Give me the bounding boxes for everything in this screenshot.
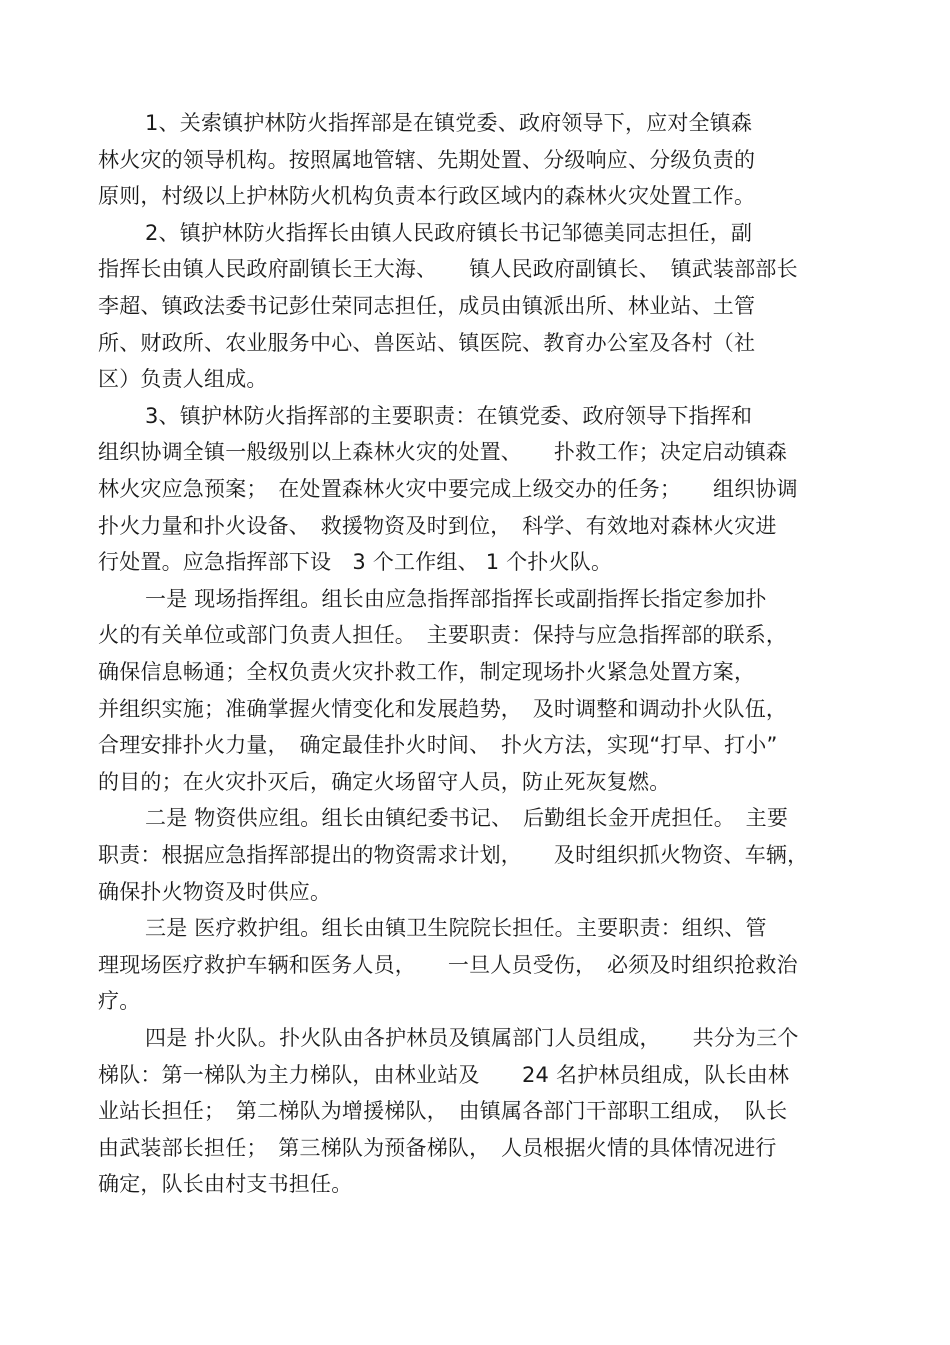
text-line: 李超、镇政法委书记彭仕荣同志担任，成员由镇派出所、林业站、土管 bbox=[98, 294, 756, 318]
text-line: 梯队：第一梯队为主力梯队，由林业站及 24 名护林员组成，队长由林 bbox=[98, 1063, 790, 1087]
text-line: 区）负责人组成。 bbox=[98, 367, 268, 391]
text-line: 行处置。应急指挥部下设 3 个工作组、 1 个扑火队。 bbox=[98, 550, 613, 574]
text-line: 二是 物资供应组。组长由镇纪委书记、 后勤组长金开虎担任。 主要 bbox=[145, 806, 789, 830]
text-line: 理现场医疗救护车辆和医务人员， 一旦人员受伤， 必须及时组织抢救治 bbox=[98, 953, 798, 977]
text-line: 疗。 bbox=[98, 989, 141, 1013]
text-line: 火的有关单位或部门负责人担任。 主要职责：保持与应急指挥部的联系， bbox=[98, 623, 788, 647]
text-line: 确定，队长由村支书担任。 bbox=[98, 1172, 353, 1196]
text-line: 2、镇护林防火指挥长由镇人民政府镇长书记邹德美同志担任，副 bbox=[145, 221, 753, 245]
text-line: 确保扑火物资及时供应。 bbox=[98, 880, 332, 904]
text-line: 指挥长由镇人民政府副镇长王大海、 镇人民政府副镇长、 镇武装部部长 bbox=[98, 257, 798, 281]
text-line: 1、关索镇护林防火指挥部是在镇党委、政府领导下，应对全镇森 bbox=[145, 111, 753, 135]
text-line: 林火灾的领导机构。按照属地管辖、先期处置、分级响应、分级负责的 bbox=[98, 148, 756, 172]
text-line: 组织协调全镇一般级别以上森林火灾的处置、 扑救工作；决定启动镇森 bbox=[98, 440, 788, 464]
text-line: 扑火力量和扑火设备、 救援物资及时到位， 科学、有效地对森林火灾进 bbox=[98, 514, 777, 538]
text-line: 业站长担任； 第二梯队为增援梯队， 由镇属各部门干部职工组成， 队长 bbox=[98, 1099, 788, 1123]
text-line: 职责：根据应急指挥部提出的物资需求计划， 及时组织抓火物资、车辆， bbox=[98, 843, 809, 867]
text-line: 所、财政所、农业服务中心、兽医站、镇医院、教育办公室及各村（社 bbox=[98, 331, 756, 355]
text-line: 原则，村级以上护林防火机构负责本行政区域内的森林火灾处置工作。 bbox=[98, 184, 756, 208]
text-line: 并组织实施；准确掌握火情变化和发展趋势， 及时调整和调动扑火队伍， bbox=[98, 697, 788, 721]
text-line: 林火灾应急预案； 在处置森林火灾中要完成上级交办的任务； 组织协调 bbox=[98, 477, 798, 501]
text-line: 3、镇护林防火指挥部的主要职责：在镇党委、政府领导下指挥和 bbox=[145, 404, 753, 428]
text-line: 三是 医疗救护组。组长由镇卫生院院长担任。主要职责：组织、管 bbox=[145, 916, 767, 940]
text-line: 一是 现场指挥组。组长由应急指挥部指挥长或副指挥长指定参加扑 bbox=[145, 587, 767, 611]
text-line: 合理安排扑火力量， 确定最佳扑火时间、 扑火方法，实现“打早、打小” bbox=[98, 733, 778, 757]
text-line: 确保信息畅通；全权负责火灾扑救工作，制定现场扑火紧急处置方案， bbox=[98, 660, 756, 684]
text-line: 由武装部长担任； 第三梯队为预备梯队， 人员根据火情的具体情况进行 bbox=[98, 1136, 777, 1160]
text-line: 的目的；在火灾扑灭后，确定火场留守人员，防止死灰复燃。 bbox=[98, 770, 671, 794]
text-line: 四是 扑火队。扑火队由各护林员及镇属部门人员组成， 共分为三个 bbox=[145, 1026, 799, 1050]
